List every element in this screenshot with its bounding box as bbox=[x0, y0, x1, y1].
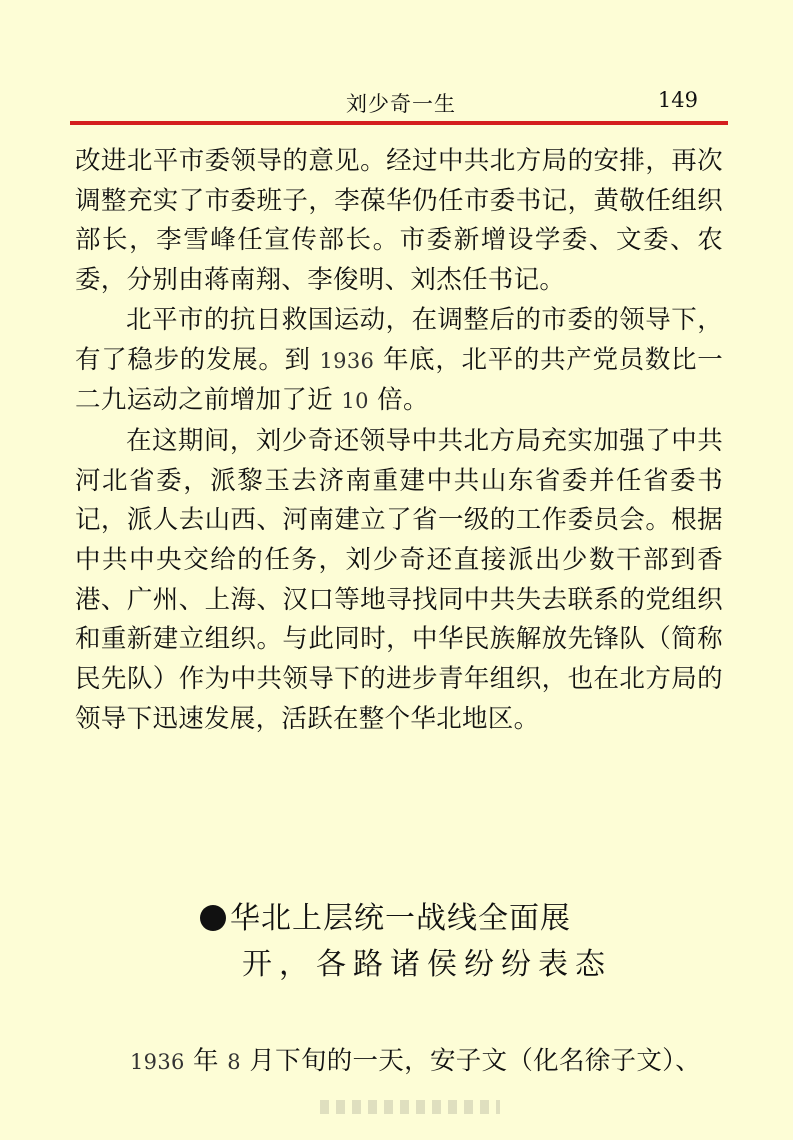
year-number: 1936 bbox=[319, 348, 375, 373]
next-paragraph-part-a: 年 bbox=[184, 1046, 228, 1076]
body-text bbox=[75, 142, 723, 740]
header-rule bbox=[70, 121, 728, 125]
paragraph-1: 改进北平市委领导的意见。经过中共北方局的安排，再次调整充实了市委班子，李葆华仍任市委书记，黄敬任组织部长，李雪峰任宣传部长。市委新增设学委、文委、农委，分别由蒋南翔、李俊明、刘杰任书记。 bbox=[75, 146, 723, 296]
running-header bbox=[70, 82, 728, 122]
page-number: 149 bbox=[657, 88, 698, 112]
next-paragraph-part-b: 月下旬的一天，安子文（化名徐子文）、 bbox=[240, 1046, 702, 1076]
year-number: 1936 bbox=[130, 1050, 185, 1074]
paragraph-3: 在这期间，刘少奇还领导中共北方局充实加强了中共河北省委，派黎玉去济南重建中共山东省委并任省委书记，派人去山西、河南建立了省一级的工作委员会。根据中共中央交给的任务，刘少奇还直接派出少数干部到香港、广州、上海、汉口等地寻找同中共失去联系的党组织和重新建立组织。与此同时，中华民族解放先锋队（简称民先队）作为中共领导下的进步青年组织，也在北方局的领导下迅速发展，活跃在整个华北地区。 bbox=[75, 425, 723, 734]
faint-bleed-through-text bbox=[320, 1100, 500, 1114]
section-heading bbox=[200, 896, 660, 988]
paragraph-2-part-a: 北平市的抗日救国运动，在调整后的市委的领导下，有了稳步的发展。到 bbox=[75, 304, 723, 375]
section-heading-line-2: 开，各路诸侯纷纷表态 bbox=[242, 947, 612, 982]
next-paragraph-start bbox=[130, 1041, 730, 1082]
month-number: 8 bbox=[227, 1050, 241, 1074]
book-title: 刘少奇一生 bbox=[346, 92, 456, 116]
multiple-number: 10 bbox=[341, 389, 369, 414]
paragraph-2 bbox=[75, 301, 723, 422]
bullet-icon bbox=[200, 905, 226, 931]
section-heading-line-1: 华北上层统一战线全面展 bbox=[230, 901, 571, 936]
paragraph-2-part-b: 年底，北平的共产党员数比一二九运动之前增加了近 bbox=[75, 344, 724, 416]
paragraph-2-part-c: 倍。 bbox=[368, 385, 429, 416]
